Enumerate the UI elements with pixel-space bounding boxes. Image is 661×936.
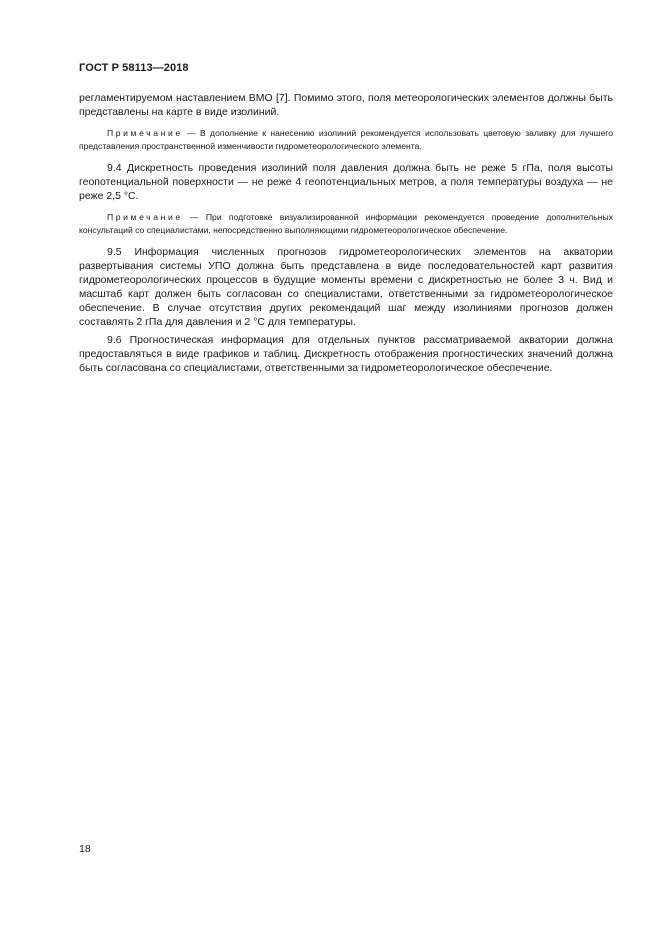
note-1-label: Примечание [107, 128, 183, 138]
intro-paragraph: регламентируемом наставлением ВМО [7]. Помимо этого, поля метеорологических элементов должны быть представлены на карте в виде изолиний. [79, 92, 613, 118]
note-2 [79, 211, 613, 237]
page-number: 18 [79, 843, 91, 855]
note-2-label: Примечание [107, 212, 183, 222]
paragraph-9-5: 9.5 Информация численных прогнозов гидрометеорологических элементов на акватории развертывания системы УПО должна быть представлена в виде последовательностей карт развития гидрометеорологических процессов в будущие моменты времени с дискретностью не более 3 ч. Вид и масштаб карт должен быть согласован со специалистами, ответственными за гидрометеорологическое обеспечение. В случае отсутствия других рекомендаций шаг между изолиниями прогнозов должен составлять 2 гПа для давления и 2 °С для температуры. [79, 246, 613, 328]
note-1 [79, 127, 613, 153]
note-1-text: — В дополнение к нанесению изолиний рекомендуется использовать цветовую заливку для лучшего представления пространственной изменчивости гидрометеорологического элемента. [79, 128, 613, 151]
paragraph-9-4: 9.4 Дискретность проведения изолиний поля давления должна быть не реже 5 гПа, поля высоты геопотенциальной поверхности — не реже 4 геопотенциальных метров, а поля температуры воздуха — не реже 2,5 °С. [79, 162, 613, 202]
paragraph-9-6: 9.6 Прогностическая информация для отдельных пунктов рассматриваемой акватории должна предоставляться в виде графиков и таблиц. Дискретность отображения прогностических значений должна быть согласована со специалистами, ответственными за гидрометеорологическое обеспечение. [79, 334, 613, 374]
document-header: ГОСТ Р 58113—2018 [79, 62, 189, 74]
document-body [79, 91, 613, 375]
note-2-text: — При подготовке визуализированной информации рекомендуется проведение дополнительных консультаций со специалистами, непосредственно выполняющими гидрометеорологическое обеспечение. [79, 212, 613, 235]
